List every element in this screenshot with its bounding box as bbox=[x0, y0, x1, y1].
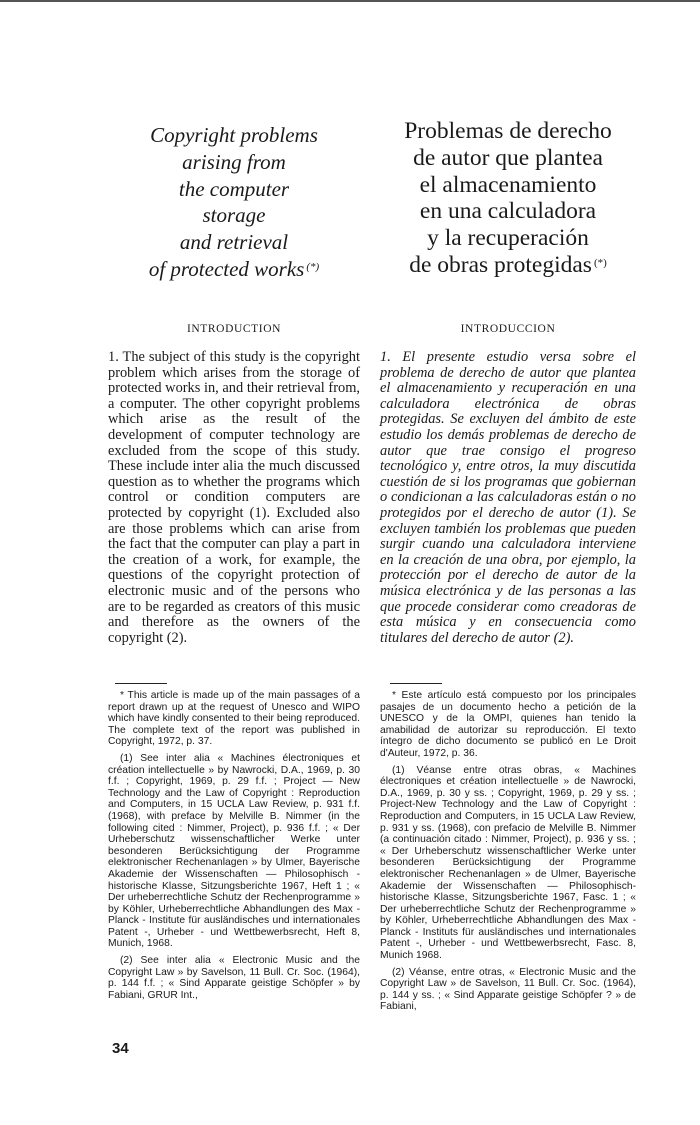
english-title-line: the computer bbox=[178, 176, 290, 201]
spanish-footnote: * Este artículo está compuesto por los principales pasajes de un documento hecho a petición de la UNESCO y de la OMPI, quienes han tenido la amabilidad de autorizar su reproducción. El texto íntegro de dicho documento se publicó en Le Droit d'Auteur, 1972, p. 36. bbox=[380, 690, 636, 759]
spanish-footnote: (2) Véanse, entre otras, « Electronic Music and the Copyright Law » de Savelson, 11 Bull. Cr. Soc. (1964), p. 144 y ss. ; « Sind Apparate geistige Schöpfer ? » de Fabiani, bbox=[380, 966, 636, 1013]
english-title-line: Copyright problems bbox=[150, 123, 318, 147]
english-footnote-rule bbox=[115, 683, 167, 684]
spanish-section-heading: INTRODUCCION bbox=[460, 323, 556, 335]
spanish-title bbox=[380, 118, 636, 279]
spanish-footnote: (1) Véanse entre otras obras, « Machines électroniques et création intellectuelle » de Nawrocki, D.A., 1969, p. 30 y ss. ; Copyright, 1969, p. 29 y ss. ; Project-New Technology and the Law of Copyright : Reproduction and Computers, in 15 UCLA Law Review, p. 931 y ss. (1968), con prefacio de Melville B. Nimmer (a continuación citado : Nimmer, Project), p. 936 y ss. ; « Der Urheberschutz wissenschaftlicher Werke unter besonderen Berücksichtigung der Programme elektronischer Rechenanlagen » de Ulmer, Bayerische Akademie der Wissenschaften — Philosophisch-historische Klasse, Sitzungsberichte 1967, Fasc. 1 ; « Der urheberrechtliche Schutz der Rechenprogramme » by Köhler, Urheberrechtliche Abhandlungen des Max - Planck - Instituts für ausländisches und internationales Patent -, Urheber - und Wettbewerbsrecht, Fasc. 8, Munich 1968. bbox=[380, 764, 636, 962]
spanish-title-line: y la recuperación bbox=[427, 225, 589, 252]
spanish-footnotes bbox=[380, 690, 636, 1018]
spanish-title-line: de obras protegidas bbox=[409, 251, 592, 278]
english-footnote: (2) See inter alia « Electronic Music and the Copyright Law » by Savelson, 11 Bull. Cr. Soc. (1964), p. 144 f.f. ; « Sind Apparate geistige Schöpfer » by Fabiani, GRUR Int., bbox=[108, 955, 360, 1001]
english-footnote: (1) See inter alia « Machines électroniques et création intellectuelle » by Nawrocki, D.A., 1969, p. 30 f.f. ; Copyright, 1969, p. 29 f.f. ; Project — New Technology and the Law of Copyright : Reproduction and Computers, in 15 UCLA Law Review, p. 931 f.f. (1968), with preface by Melville B. Nimmer (in the following cited : Nimmer, Project), p. 936 f.f. ; « Der Urheberschutz wissenschaftlicher Werke unter besonderen Berücksichtigung der Programme elektronischer Rechenanlagen » by Ulmer, Bayerische Akademie der Wissenschaften — Philosophisch - historische Klasse, Sitzungsberichte 1967, Heft 1 ; « Der urheberrechtliche Schutz der Rechenprogramme » by Köhler, Urheberrechtliche Abhandlungen des Max - Planck - Institute für ausländisches und internationales Patent -, Urheber - und Wettbewerbsrecht, Heft 8, Munich, 1968. bbox=[108, 752, 360, 950]
page-number: 34 bbox=[112, 1040, 129, 1057]
english-title-line: storage bbox=[202, 203, 266, 228]
spanish-title-line: en una calculadora bbox=[419, 198, 597, 225]
english-title-line-last bbox=[108, 256, 360, 283]
english-title-line: and retrieval bbox=[179, 230, 289, 255]
spanish-body-paragraph: 1. El presente estudio versa sobre el problema de derecho de autor que plantea el almacenamiento y recuperación en una calculadora electrónica de obras protegidas. Se excluyen del ámbito de este estudio los demás problemas de derecho de autor que trae consigo el progreso tecnológico y, entre otros, la muy discutida cuestión de si los programas que gobiernan o condicionan a las calculadoras están o no protegidos por el derecho de autor (1). Se excluyen también los problemas que pueden surgir cuando una calculadora interviene en la creación de una obra, por ejemplo, la protección por el derecho de autor de la música electrónica y de las personas a las que procede considerar como creadoras de esta música y en consecuencia como titulares del derecho de autor (2). bbox=[380, 349, 636, 646]
english-body-paragraph: 1. The subject of this study is the copyright problem which arises from the storage of protected works in, and their retrieval from, a computer. The other copyright problems which arise as the result of the development of computer technology are excluded from the scope of this study. These include inter alia the much discussed question as to whether the programs which control or condition computers are protected by copyright (1). Excluded also are those problems which can arise from the fact that the computer can play a part in the creation of a work, for example, the questions of the copyright protection of electronic music and of the persons who are to be regarded as creators of this music and therefore as the owners of the copyright (2). bbox=[108, 349, 360, 646]
spanish-footnote-rule bbox=[390, 683, 442, 684]
english-title-line: of protected works bbox=[148, 256, 305, 281]
spanish-title-line: el almacenamiento bbox=[419, 171, 597, 198]
spanish-title-footnote-mark: (*) bbox=[593, 256, 607, 269]
top-border-line bbox=[0, 0, 700, 2]
english-footnotes bbox=[108, 690, 360, 1006]
english-title bbox=[108, 122, 360, 283]
english-title-footnote-mark: (*) bbox=[306, 260, 320, 273]
spanish-title-line: Problemas de derecho bbox=[404, 118, 612, 144]
english-section-heading: INTRODUCTION bbox=[186, 323, 282, 335]
english-footnote: * This article is made up of the main passages of a report drawn up at the request of Unesco and WIPO which have kindly consented to their being reproduced. The complete text of the report was published in Copyright, 1972, p. 37. bbox=[108, 690, 360, 748]
spanish-title-line: de autor que plantea bbox=[413, 144, 603, 171]
spanish-title-line-last bbox=[380, 252, 636, 279]
english-title-line: arising from bbox=[182, 149, 286, 174]
